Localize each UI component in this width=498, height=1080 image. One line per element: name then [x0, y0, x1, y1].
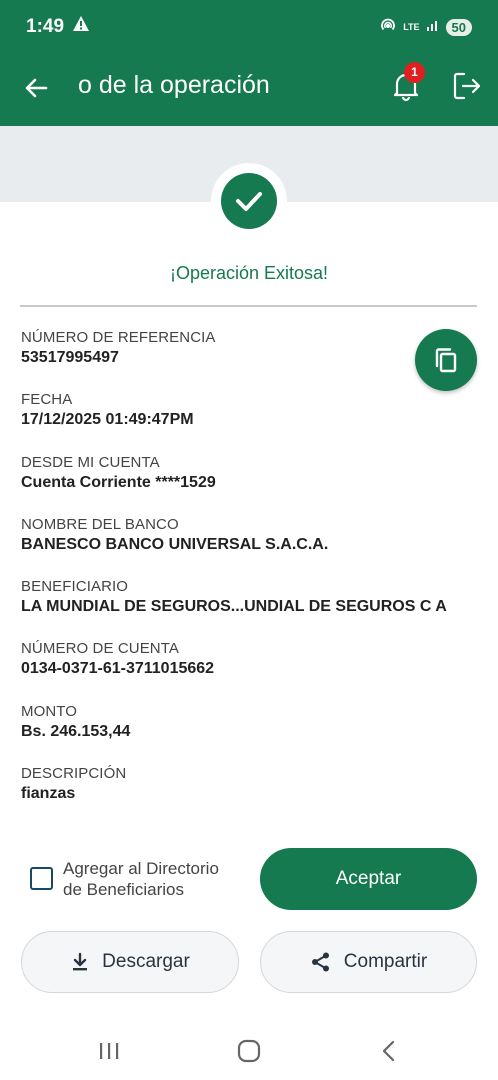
detail-account-number — [21, 640, 214, 678]
signal-icon — [426, 18, 440, 37]
detail-label: MONTO — [21, 703, 78, 720]
download-icon — [70, 952, 90, 972]
back-arrow-icon — [20, 72, 52, 104]
notification-badge: 1 — [404, 62, 425, 83]
share-button[interactable] — [260, 931, 477, 993]
detail-label: NOMBRE DEL BANCO — [21, 516, 179, 533]
detail-date — [21, 391, 194, 429]
copy-button[interactable] — [415, 329, 477, 391]
detail-label: NÚMERO DE CUENTA — [21, 640, 179, 657]
share-icon — [310, 951, 332, 973]
home-button[interactable] — [236, 1038, 262, 1064]
success-check — [221, 173, 277, 229]
logout-icon — [450, 69, 484, 103]
add-directory-option[interactable] — [30, 858, 219, 900]
recents-button[interactable] — [96, 1038, 122, 1064]
detail-value: BANESCO BANCO UNIVERSAL S.A.C.A. — [21, 536, 329, 553]
detail-label: DESDE MI CUENTA — [21, 454, 160, 471]
detail-bank-name — [21, 516, 328, 554]
detail-value: fianzas — [21, 785, 76, 802]
detail-beneficiary — [21, 578, 447, 616]
add-directory-label-line1: Agregar al Directorio — [63, 859, 219, 878]
detail-amount — [21, 703, 130, 741]
share-label: Compartir — [343, 951, 428, 972]
detail-value: Cuenta Corriente ****1529 — [21, 474, 216, 491]
detail-value: Bs. 246.153,44 — [21, 723, 131, 740]
lte-indicator: LTE — [403, 22, 420, 32]
system-nav-bar — [0, 1020, 498, 1080]
status-icons — [379, 16, 472, 39]
success-message: ¡Operación Exitosa! — [169, 263, 329, 283]
detail-value: 53517995497 — [21, 349, 119, 366]
app-bar — [0, 54, 498, 126]
detail-value: LA MUNDIAL DE SEGUROS...UNDIAL DE SEGUROS C A — [21, 598, 447, 615]
check-icon — [232, 184, 266, 218]
recents-icon — [96, 1038, 122, 1064]
accept-button[interactable]: Aceptar — [260, 848, 477, 910]
detail-label: DESCRIPCIÓN — [21, 765, 127, 782]
logout-button[interactable] — [450, 69, 484, 103]
status-time: 1:49 — [26, 16, 65, 37]
detail-label: FECHA — [21, 391, 73, 408]
hotspot-icon — [379, 16, 397, 39]
detail-label: BENEFICIARIO — [21, 578, 129, 595]
download-button[interactable] — [21, 931, 239, 993]
nav-back-icon — [376, 1038, 402, 1064]
detail-from-account — [21, 454, 216, 492]
home-icon — [236, 1038, 262, 1064]
page-title: o de la operación — [78, 71, 270, 99]
download-label: Descargar — [102, 951, 190, 972]
status-bar — [0, 0, 498, 54]
detail-description — [21, 765, 126, 803]
add-directory-label-line2: de Beneficiarios — [63, 880, 184, 899]
nav-back-button[interactable] — [376, 1038, 402, 1064]
detail-label: NÚMERO DE REFERENCIA — [21, 329, 216, 346]
alert-icon — [72, 15, 90, 38]
divider — [20, 305, 477, 307]
add-directory-label — [63, 858, 219, 900]
detail-value: 0134-0371-61-3711015662 — [21, 660, 215, 677]
battery-indicator: 50 — [446, 19, 472, 36]
detail-value: 17/12/2025 01:49:47PM — [21, 411, 194, 428]
copy-icon — [432, 346, 460, 374]
add-directory-checkbox[interactable] — [30, 867, 53, 890]
back-button[interactable] — [20, 72, 52, 104]
detail-reference — [21, 329, 216, 367]
